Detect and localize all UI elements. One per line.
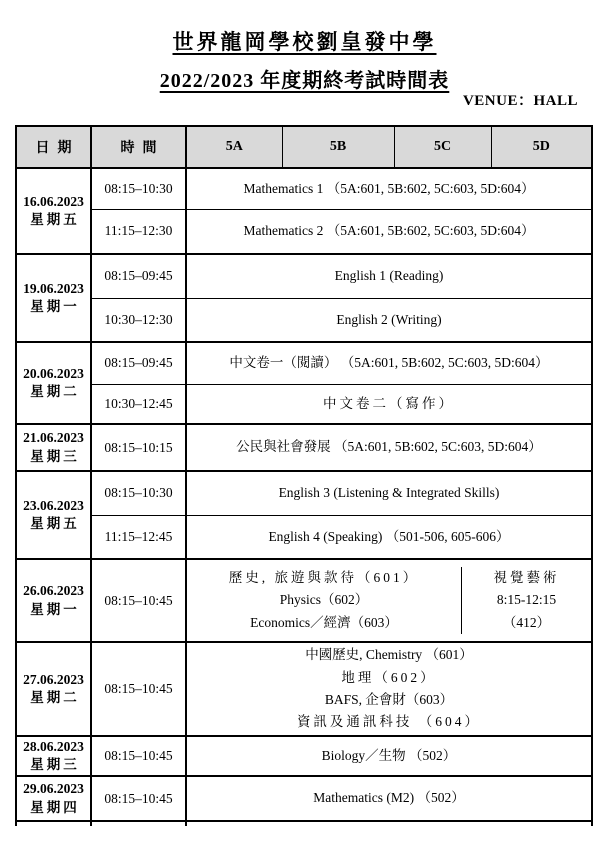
table-row xyxy=(16,424,592,471)
table-row xyxy=(16,776,592,821)
split-subject-area xyxy=(187,567,591,634)
date-cell xyxy=(16,776,91,821)
subject-cell xyxy=(186,471,592,515)
subject-cell xyxy=(186,515,592,559)
table-row xyxy=(16,298,592,342)
header-class-5d: 5D xyxy=(491,126,592,168)
title-block xyxy=(0,26,609,93)
date-cell xyxy=(16,168,91,254)
time-cell: 08:15–10:45 xyxy=(91,642,186,736)
subject-time-text: 8:15-12:15 xyxy=(496,592,557,608)
subject-cell xyxy=(186,254,592,298)
time-cell: 11:15–12:45 xyxy=(91,515,186,559)
date-cell xyxy=(16,736,91,776)
subject-text: 中文卷一（閱讀） （5A:601, 5B:602, 5C:603, 5D:604） xyxy=(229,355,549,371)
subject-text: Mathematics (M2) （502） xyxy=(313,790,465,806)
date-cell xyxy=(16,821,91,826)
time-cell: 08:15–09:45 xyxy=(91,254,186,298)
visual-arts-cell xyxy=(462,567,591,634)
weekday-text: 星期五 xyxy=(30,516,80,531)
date-text: 19.06.2023 xyxy=(23,280,84,296)
subject-cell xyxy=(186,821,592,826)
time-cell: 10:30–12:30 xyxy=(91,298,186,342)
time-cell: 10:30–12:45 xyxy=(91,384,186,424)
subject-room-text: （412） xyxy=(502,614,551,630)
subject-text: 地理（602） xyxy=(341,669,437,685)
subject-text: Economics／經濟（603） xyxy=(250,614,398,630)
time-cell: 08:15–09:45 xyxy=(91,342,186,384)
table-row xyxy=(16,642,592,736)
weekday-text: 星期三 xyxy=(30,448,80,464)
table-row xyxy=(16,254,592,298)
weekday-text: 星期五 xyxy=(30,212,80,227)
date-text: 16.06.2023 xyxy=(23,193,84,209)
header-class-5c: 5C xyxy=(394,126,491,168)
header-date: 日期 xyxy=(16,126,91,168)
subject-text: 視覺藝術 xyxy=(493,570,560,586)
page-title: 世界龍岡學校劉皇發中學 xyxy=(172,30,437,54)
subject-text: Biology／生物 （502） xyxy=(321,747,457,763)
date-cell xyxy=(16,342,91,424)
table-row xyxy=(16,736,592,776)
date-cell xyxy=(16,559,91,642)
date-text: 28.06.2023 xyxy=(23,738,84,754)
weekday-text: 星期二 xyxy=(30,690,80,705)
time-cell: 08:15–10:45 xyxy=(91,776,186,821)
date-text: 20.06.2023 xyxy=(23,365,84,381)
date-cell xyxy=(16,254,91,342)
subject-text: English 4 (Speaking) （501-506, 605-606） xyxy=(268,528,510,544)
time-cell: 11:15–12:30 xyxy=(91,209,186,254)
subject-cell xyxy=(186,559,592,642)
date-text: 27.06.2023 xyxy=(23,671,84,687)
table-row xyxy=(16,209,592,254)
date-cell xyxy=(16,642,91,736)
date-text: 23.06.2023 xyxy=(23,497,84,513)
subject-text: English 1 (Reading) xyxy=(334,268,444,284)
subject-text: 中國歷史, Chemistry （601） xyxy=(305,647,473,663)
table-row xyxy=(16,168,592,209)
time-cell xyxy=(91,821,186,826)
page-subtitle: 2022/2023 年度期終考試時間表 xyxy=(159,70,450,92)
table-header-row xyxy=(16,126,592,168)
subject-text: Physics（602） xyxy=(279,592,369,608)
subject-text: 公民與社會發展 （5A:601, 5B:602, 5C:603, 5D:604） xyxy=(236,439,542,455)
weekday-text: 星期三 xyxy=(30,757,80,772)
subject-text: English 3 (Listening & Integrated Skills) xyxy=(278,485,500,501)
weekday-text: 星期一 xyxy=(30,601,80,617)
subject-cell xyxy=(186,642,592,736)
date-cell xyxy=(16,471,91,559)
subject-text: 資訊及通訊科技 （604） xyxy=(296,714,482,730)
table-row xyxy=(16,515,592,559)
weekday-text: 星期一 xyxy=(30,299,80,314)
header-class-5b: 5B xyxy=(282,126,394,168)
subject-text: Mathematics 2 （5A:601, 5B:602, 5C:603, 5D:604） xyxy=(243,223,535,239)
table-row xyxy=(16,384,592,424)
time-cell: 08:15–10:15 xyxy=(91,424,186,471)
subject-cell xyxy=(186,342,592,384)
date-cell xyxy=(16,424,91,471)
subject-text: Mathematics 1 （5A:601, 5B:602, 5C:603, 5D:604） xyxy=(243,180,535,196)
subject-text: 歷史, 旅遊與款待（601） xyxy=(228,570,420,586)
subject-text: BAFS, 企會財（603） xyxy=(324,692,454,707)
subject-text: 中文卷二（寫作） xyxy=(323,395,455,411)
time-cell: 08:15–10:30 xyxy=(91,471,186,515)
subject-cell xyxy=(186,168,592,209)
date-text: 29.06.2023 xyxy=(23,781,84,797)
subject-cell xyxy=(186,736,592,776)
subject-cell xyxy=(186,776,592,821)
timetable-container xyxy=(15,125,595,826)
subjects-main-cell xyxy=(187,567,462,634)
time-cell: 08:15–10:45 xyxy=(91,559,186,642)
weekday-text: 星期四 xyxy=(30,799,80,815)
header-time: 時間 xyxy=(91,126,186,168)
subject-cell xyxy=(186,424,592,471)
date-text: 26.06.2023 xyxy=(23,583,84,599)
subject-cell xyxy=(186,209,592,254)
table-row xyxy=(16,342,592,384)
time-cell: 08:15–10:30 xyxy=(91,168,186,209)
table-row xyxy=(16,559,592,642)
subject-text: English 2 (Writing) xyxy=(336,311,442,327)
header-class-5a: 5A xyxy=(186,126,282,168)
weekday-text: 星期二 xyxy=(30,384,80,399)
date-text: 21.06.2023 xyxy=(23,430,84,446)
venue-label: VENUE：HALL xyxy=(462,93,578,109)
subject-cell xyxy=(186,298,592,342)
time-cell: 08:15–10:45 xyxy=(91,736,186,776)
subject-cell xyxy=(186,384,592,424)
exam-timetable-table xyxy=(15,125,593,826)
table-row-clipped xyxy=(16,821,592,826)
table-row xyxy=(16,471,592,515)
